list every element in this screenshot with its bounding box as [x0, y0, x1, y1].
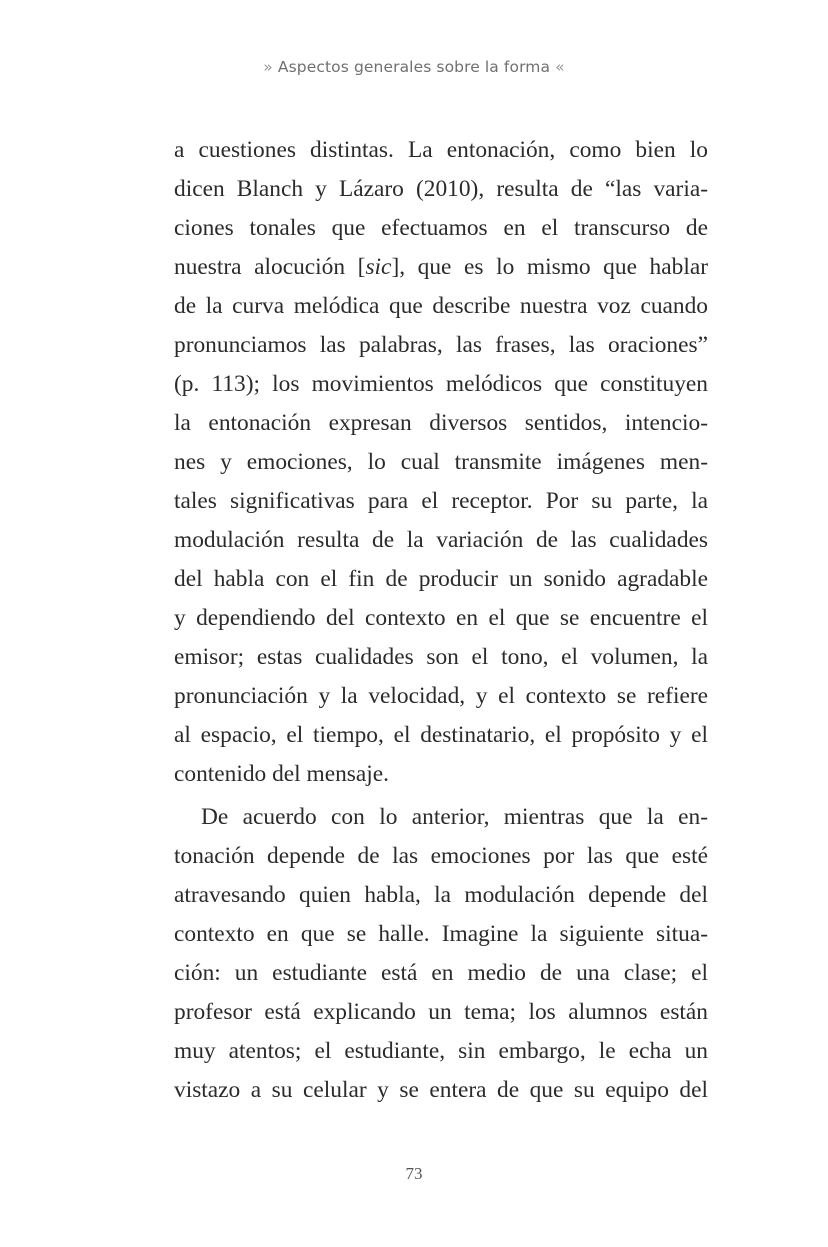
- text-line: profesor está explicando un tema; los alumnos están: [174, 999, 708, 1025]
- text-line: pronunciación y la velocidad, y el contexto se refiere: [174, 683, 708, 709]
- text-line: De acuerdo con lo anterior, mientras que la en-: [201, 804, 708, 830]
- text-line: contenido del mensaje.: [174, 761, 389, 787]
- text-line: [174, 248, 708, 287]
- paragraph-2: [174, 798, 708, 1110]
- text-line: ciones tonales que efectuamos en el transcurso de: [174, 215, 708, 241]
- text-line: contexto en que se halle. Imagine la siguiente situa-: [174, 921, 708, 947]
- text-line: ción: un estudiante está en medio de una clase; el: [174, 960, 708, 986]
- text-line: y dependiendo del contexto en el que se encuentre el: [174, 605, 708, 631]
- header-title: Aspectos generales sobre la forma: [277, 58, 551, 76]
- text-line: dicen Blanch y Lázaro (2010), resulta de “las varia-: [174, 176, 708, 202]
- text-line: emisor; estas cualidades son el tono, el volumen, la: [174, 644, 708, 670]
- page-number: 73: [405, 1164, 423, 1183]
- text-line: tales significativas para el receptor. Por su parte, la: [174, 488, 708, 514]
- italic-term: sic: [365, 254, 392, 280]
- text-line: al espacio, el tiempo, el destinatario, el propósito y el: [174, 722, 708, 748]
- running-header: [0, 58, 828, 76]
- text-line: del habla con el fin de producir un sonido agradable: [174, 566, 708, 592]
- header-open-mark: »: [263, 58, 273, 76]
- text-line: muy atentos; el estudiante, sin embargo, le echa un: [174, 1038, 708, 1064]
- paragraph-1: [174, 131, 708, 794]
- text-line: atravesando quien habla, la modulación depende del: [174, 882, 708, 908]
- text-line: la entonación expresan diversos sentidos, intencio-: [174, 410, 708, 436]
- text-line: pronunciamos las palabras, las frases, las oraciones”: [174, 332, 708, 358]
- text-line: vistazo a su celular y se entera de que su equipo del: [174, 1077, 708, 1103]
- text-line: a cuestiones distintas. La entonación, como bien lo: [174, 137, 708, 163]
- text-line: modulación resulta de la variación de las cualidades: [174, 527, 708, 553]
- text-fragment: nuestra alocución [: [174, 254, 366, 280]
- text-fragment: ], que es lo mismo que hablar: [391, 254, 708, 280]
- text-line: de la curva melódica que describe nuestra voz cuando: [174, 293, 708, 319]
- text-line: nes y emociones, lo cual transmite imágenes men-: [174, 449, 708, 475]
- body-text: [174, 131, 708, 1110]
- text-line: (p. 113); los movimientos melódicos que constituyen: [174, 371, 708, 397]
- header-close-mark: «: [555, 58, 565, 76]
- text-line: tonación depende de las emociones por las que esté: [174, 843, 708, 869]
